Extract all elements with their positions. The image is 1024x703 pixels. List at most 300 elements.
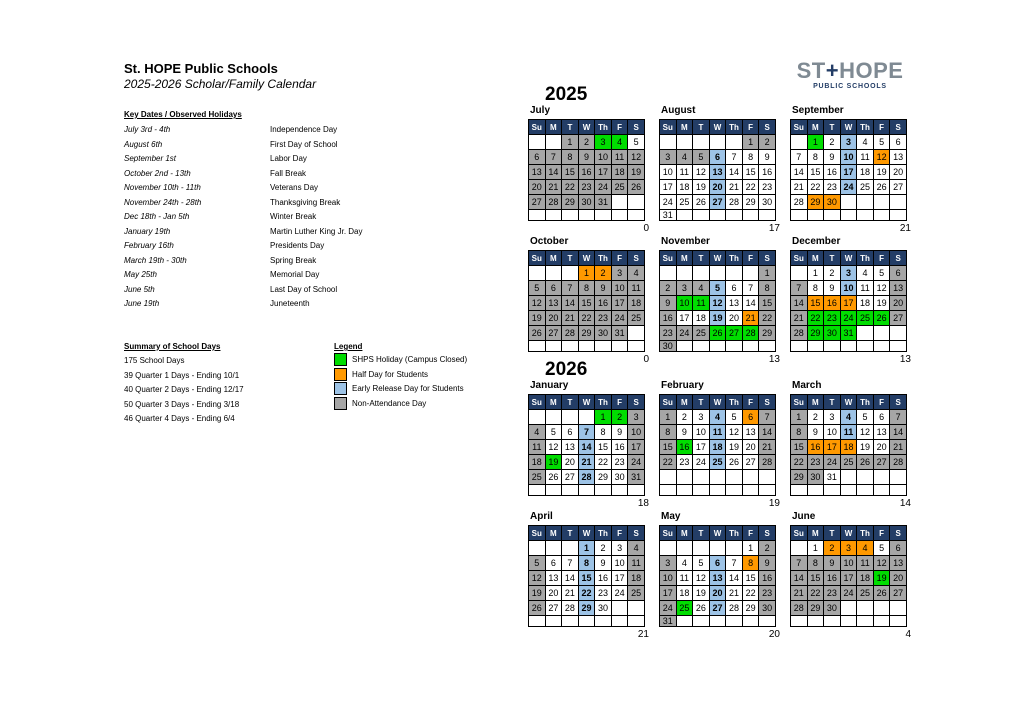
empty-day-cell (873, 341, 890, 352)
weekday-header: Th (726, 395, 743, 410)
empty-day-cell (742, 470, 759, 485)
day-cell: 24 (840, 311, 857, 326)
empty-day-cell (840, 210, 857, 221)
day-cell: 20 (545, 311, 562, 326)
day-cell: 21 (791, 311, 808, 326)
empty-day-cell (824, 341, 841, 352)
day-cell: 30 (759, 195, 776, 210)
legend-swatch (334, 397, 347, 410)
day-cell: 30 (595, 601, 612, 616)
weekday-header: Th (857, 120, 874, 135)
day-cell: 19 (709, 311, 726, 326)
day-cell: 24 (660, 601, 677, 616)
month-table (790, 525, 907, 627)
day-cell: 5 (545, 425, 562, 440)
day-cell: 4 (693, 281, 710, 296)
empty-day-cell (578, 616, 595, 627)
day-cell: 13 (890, 556, 907, 571)
day-cell: 11 (676, 165, 693, 180)
weekday-header: S (890, 395, 907, 410)
month-day-count: 21 (899, 223, 911, 234)
month-day-count: 14 (899, 498, 911, 509)
day-cell: 30 (807, 470, 824, 485)
day-cell: 21 (759, 440, 776, 455)
empty-day-cell (890, 195, 907, 210)
day-cell: 18 (628, 296, 645, 311)
month-august (659, 105, 780, 234)
month-table (790, 119, 907, 221)
day-cell: 27 (545, 601, 562, 616)
key-date: January 19th (124, 226, 171, 236)
empty-day-cell (857, 326, 874, 341)
day-cell: 27 (890, 311, 907, 326)
day-cell: 9 (759, 150, 776, 165)
day-cell: 27 (726, 326, 743, 341)
day-cell: 23 (595, 311, 612, 326)
empty-day-cell (660, 541, 677, 556)
day-cell: 23 (595, 586, 612, 601)
key-date: March 19th - 30th (124, 255, 187, 265)
empty-day-cell (857, 195, 874, 210)
day-cell: 20 (742, 440, 759, 455)
day-cell: 26 (873, 586, 890, 601)
day-cell: 25 (529, 470, 546, 485)
weekday-header: S (628, 395, 645, 410)
weekday-header: Th (857, 251, 874, 266)
weekday-header: M (545, 395, 562, 410)
empty-day-cell (857, 485, 874, 496)
empty-day-cell (726, 470, 743, 485)
day-cell: 25 (857, 180, 874, 195)
day-cell: 25 (857, 311, 874, 326)
day-cell: 8 (595, 425, 612, 440)
day-cell: 14 (545, 165, 562, 180)
empty-day-cell (840, 195, 857, 210)
legend-label: Early Release Day for Students (352, 384, 464, 393)
day-cell: 4 (857, 135, 874, 150)
day-cell: 30 (824, 326, 841, 341)
day-cell: 16 (759, 571, 776, 586)
day-cell: 28 (791, 195, 808, 210)
empty-day-cell (676, 135, 693, 150)
empty-day-cell (693, 341, 710, 352)
day-cell: 19 (628, 165, 645, 180)
day-cell: 28 (562, 326, 579, 341)
day-cell: 1 (595, 410, 612, 425)
day-cell: 27 (890, 180, 907, 195)
key-date-name: Juneteenth (270, 299, 310, 308)
day-cell: 10 (693, 425, 710, 440)
weekday-header: M (545, 251, 562, 266)
empty-day-cell (660, 135, 677, 150)
empty-day-cell (676, 541, 693, 556)
weekday-header: T (562, 526, 579, 541)
month-day-count: 19 (768, 498, 780, 509)
day-cell: 15 (807, 165, 824, 180)
empty-day-cell (890, 210, 907, 221)
weekday-header: F (742, 120, 759, 135)
empty-day-cell (759, 470, 776, 485)
empty-day-cell (840, 470, 857, 485)
key-date-name: First Day of School (270, 139, 338, 149)
weekday-header: T (824, 120, 841, 135)
empty-day-cell (562, 541, 579, 556)
key-date-name: Independence Day (270, 125, 338, 134)
month-september (790, 105, 911, 234)
weekday-header: Su (791, 120, 808, 135)
day-cell: 11 (709, 425, 726, 440)
key-date-name: Presidents Day (270, 241, 325, 250)
empty-day-cell (709, 470, 726, 485)
day-cell: 28 (759, 455, 776, 470)
day-cell: 23 (660, 326, 677, 341)
day-cell: 21 (578, 455, 595, 470)
day-cell: 15 (759, 296, 776, 311)
month-july (528, 105, 649, 234)
weekday-header: F (611, 120, 628, 135)
day-cell: 4 (628, 541, 645, 556)
empty-day-cell (529, 485, 546, 496)
weekday-header: F (873, 395, 890, 410)
month-day-count: 17 (768, 223, 780, 234)
summary-item: 40 Quarter 2 Days - Ending 12/17 (124, 385, 244, 394)
day-cell: 5 (529, 556, 546, 571)
weekday-header: F (873, 526, 890, 541)
day-cell: 6 (742, 410, 759, 425)
day-cell: 18 (529, 455, 546, 470)
day-cell: 30 (595, 326, 612, 341)
day-cell: 5 (693, 150, 710, 165)
empty-day-cell (578, 210, 595, 221)
day-cell: 29 (791, 470, 808, 485)
empty-day-cell (595, 616, 612, 627)
weekday-header: Su (660, 251, 677, 266)
day-cell: 9 (824, 556, 841, 571)
empty-day-cell (726, 485, 743, 496)
day-cell: 15 (562, 165, 579, 180)
weekday-header: F (873, 251, 890, 266)
weekday-header: S (759, 526, 776, 541)
empty-day-cell (545, 616, 562, 627)
empty-day-cell (709, 266, 726, 281)
day-cell: 3 (824, 410, 841, 425)
day-cell: 24 (611, 311, 628, 326)
month-april (528, 511, 649, 640)
month-table (528, 394, 645, 496)
day-cell: 23 (824, 180, 841, 195)
key-date: November 24th - 28th (124, 197, 202, 207)
weekday-header: S (628, 251, 645, 266)
weekday-header: Su (529, 251, 546, 266)
day-cell: 3 (595, 135, 612, 150)
day-cell: 22 (595, 455, 612, 470)
summary-title: Summary of School Days (124, 342, 221, 351)
day-cell: 29 (807, 195, 824, 210)
day-cell: 20 (890, 296, 907, 311)
empty-day-cell (742, 210, 759, 221)
day-cell: 7 (890, 410, 907, 425)
empty-day-cell (693, 210, 710, 221)
day-cell: 19 (726, 440, 743, 455)
day-cell: 24 (840, 586, 857, 601)
day-cell: 17 (660, 586, 677, 601)
legend-swatch (334, 353, 347, 366)
day-cell: 19 (545, 455, 562, 470)
day-cell: 18 (840, 440, 857, 455)
weekday-header: F (611, 395, 628, 410)
summary-item: 39 Quarter 1 Days - Ending 10/1 (124, 370, 240, 380)
key-date-name: Veterans Day (270, 183, 319, 192)
empty-day-cell (628, 210, 645, 221)
weekday-header: S (890, 251, 907, 266)
day-cell: 8 (807, 150, 824, 165)
empty-day-cell (807, 210, 824, 221)
day-cell: 26 (693, 601, 710, 616)
empty-day-cell (628, 341, 645, 352)
day-cell: 23 (578, 180, 595, 195)
day-cell: 10 (628, 425, 645, 440)
day-cell: 6 (709, 150, 726, 165)
year-label-2025: 2025 (545, 84, 588, 105)
weekday-header: Th (857, 526, 874, 541)
empty-day-cell (807, 616, 824, 627)
day-cell: 13 (873, 425, 890, 440)
day-cell: 8 (807, 556, 824, 571)
empty-day-cell (791, 341, 808, 352)
empty-day-cell (660, 266, 677, 281)
day-cell: 3 (840, 135, 857, 150)
empty-day-cell (726, 341, 743, 352)
day-cell: 16 (759, 165, 776, 180)
day-cell: 6 (562, 425, 579, 440)
day-cell: 25 (857, 586, 874, 601)
weekday-header: T (693, 251, 710, 266)
empty-day-cell (529, 135, 546, 150)
day-cell: 5 (529, 281, 546, 296)
empty-day-cell (545, 135, 562, 150)
weekday-header: W (840, 526, 857, 541)
day-cell: 28 (545, 195, 562, 210)
empty-day-cell (529, 266, 546, 281)
day-cell: 15 (742, 571, 759, 586)
day-cell: 28 (578, 470, 595, 485)
day-cell: 22 (742, 586, 759, 601)
year-label-2026: 2026 (545, 359, 588, 380)
day-cell: 26 (709, 326, 726, 341)
weekday-header: F (742, 395, 759, 410)
empty-day-cell (709, 210, 726, 221)
day-cell: 16 (824, 296, 841, 311)
day-cell: 20 (890, 165, 907, 180)
weekday-header: Su (660, 395, 677, 410)
day-cell: 27 (529, 195, 546, 210)
day-cell: 1 (807, 541, 824, 556)
day-cell: 1 (791, 410, 808, 425)
key-date-name: Winter Break (270, 212, 317, 221)
weekday-header: M (807, 526, 824, 541)
empty-day-cell (611, 485, 628, 496)
empty-day-cell (545, 410, 562, 425)
day-cell: 18 (676, 586, 693, 601)
weekday-header: S (890, 120, 907, 135)
day-cell: 11 (693, 296, 710, 311)
empty-day-cell (529, 541, 546, 556)
day-cell: 2 (807, 410, 824, 425)
day-cell: 27 (709, 601, 726, 616)
empty-day-cell (873, 601, 890, 616)
day-cell: 11 (628, 281, 645, 296)
day-cell: 1 (742, 541, 759, 556)
weekday-header: W (840, 395, 857, 410)
weekday-header: T (562, 251, 579, 266)
weekday-header: Th (726, 251, 743, 266)
day-cell: 17 (824, 440, 841, 455)
weekday-header: W (709, 526, 726, 541)
empty-day-cell (742, 341, 759, 352)
weekday-header: Su (529, 395, 546, 410)
empty-day-cell (824, 616, 841, 627)
day-cell: 29 (562, 195, 579, 210)
day-cell: 24 (628, 455, 645, 470)
day-cell: 30 (578, 195, 595, 210)
weekday-header: Th (726, 526, 743, 541)
key-date: February 16th (124, 241, 174, 250)
day-cell: 28 (726, 601, 743, 616)
empty-day-cell (726, 210, 743, 221)
weekday-header: W (709, 395, 726, 410)
empty-day-cell (693, 266, 710, 281)
weekday-header: Th (857, 395, 874, 410)
day-cell: 14 (562, 296, 579, 311)
weekday-header: Th (595, 395, 612, 410)
key-date: August 6th (124, 139, 163, 149)
weekday-header: F (611, 526, 628, 541)
day-cell: 2 (824, 135, 841, 150)
month-november (659, 236, 780, 365)
day-cell: 22 (807, 180, 824, 195)
weekday-header: W (578, 526, 595, 541)
day-cell: 5 (873, 266, 890, 281)
day-cell: 22 (562, 180, 579, 195)
day-cell: 1 (807, 266, 824, 281)
day-cell: 6 (709, 556, 726, 571)
weekday-header: S (628, 526, 645, 541)
day-cell: 30 (824, 195, 841, 210)
day-cell: 23 (759, 586, 776, 601)
day-cell: 14 (578, 440, 595, 455)
month-day-count: 20 (768, 629, 780, 640)
day-cell: 29 (578, 326, 595, 341)
day-cell: 1 (759, 266, 776, 281)
month-day-count: 21 (637, 629, 649, 640)
day-cell: 16 (824, 571, 841, 586)
day-cell: 2 (595, 541, 612, 556)
empty-day-cell (628, 616, 645, 627)
month-february (659, 380, 780, 509)
day-cell: 25 (693, 326, 710, 341)
empty-day-cell (857, 601, 874, 616)
day-cell: 22 (660, 455, 677, 470)
day-cell: 8 (578, 556, 595, 571)
weekday-header: F (742, 251, 759, 266)
day-cell: 10 (611, 556, 628, 571)
day-cell: 9 (807, 425, 824, 440)
empty-day-cell (529, 341, 546, 352)
month-name: February (661, 380, 704, 391)
day-cell: 12 (857, 425, 874, 440)
key-date-name: Thanksgiving Break (270, 197, 341, 207)
weekday-header: T (824, 251, 841, 266)
day-cell: 5 (693, 556, 710, 571)
school-name: St. HOPE Public Schools (124, 61, 278, 76)
day-cell: 9 (611, 425, 628, 440)
empty-day-cell (529, 410, 546, 425)
day-cell: 5 (628, 135, 645, 150)
day-cell: 2 (759, 135, 776, 150)
key-date-name: Labor Day (270, 154, 307, 163)
day-cell: 31 (840, 326, 857, 341)
weekday-header: Su (529, 120, 546, 135)
day-cell: 17 (840, 165, 857, 180)
day-cell: 12 (873, 556, 890, 571)
day-cell: 14 (742, 296, 759, 311)
day-cell: 3 (611, 266, 628, 281)
day-cell: 27 (742, 455, 759, 470)
empty-day-cell (676, 616, 693, 627)
day-cell: 13 (529, 165, 546, 180)
day-cell: 26 (529, 326, 546, 341)
empty-day-cell (791, 135, 808, 150)
legend-label: Non-Attendance Day (352, 398, 427, 408)
day-cell: 15 (807, 571, 824, 586)
empty-day-cell (693, 485, 710, 496)
weekday-header: T (693, 526, 710, 541)
weekday-header: Th (595, 526, 612, 541)
summary-item: 50 Quarter 3 Days - Ending 3/18 (124, 399, 240, 409)
day-cell: 24 (595, 180, 612, 195)
day-cell: 4 (676, 150, 693, 165)
day-cell: 28 (726, 195, 743, 210)
empty-day-cell (595, 210, 612, 221)
day-cell: 23 (759, 180, 776, 195)
day-cell: 15 (807, 296, 824, 311)
day-cell: 24 (660, 195, 677, 210)
day-cell: 24 (676, 326, 693, 341)
month-name: June (792, 511, 816, 522)
day-cell: 8 (759, 281, 776, 296)
month-table (659, 394, 776, 496)
empty-day-cell (759, 341, 776, 352)
day-cell: 18 (676, 180, 693, 195)
day-cell: 1 (578, 541, 595, 556)
empty-day-cell (529, 616, 546, 627)
day-cell: 22 (742, 180, 759, 195)
empty-day-cell (676, 266, 693, 281)
day-cell: 19 (693, 586, 710, 601)
weekday-header: Su (529, 526, 546, 541)
month-name: January (530, 380, 569, 391)
legend-swatch (334, 368, 347, 381)
day-cell: 4 (529, 425, 546, 440)
weekday-header: T (693, 395, 710, 410)
empty-day-cell (873, 195, 890, 210)
day-cell: 9 (759, 556, 776, 571)
month-october (528, 236, 649, 365)
day-cell: 4 (840, 410, 857, 425)
day-cell: 22 (759, 311, 776, 326)
empty-day-cell (562, 266, 579, 281)
day-cell: 3 (840, 266, 857, 281)
